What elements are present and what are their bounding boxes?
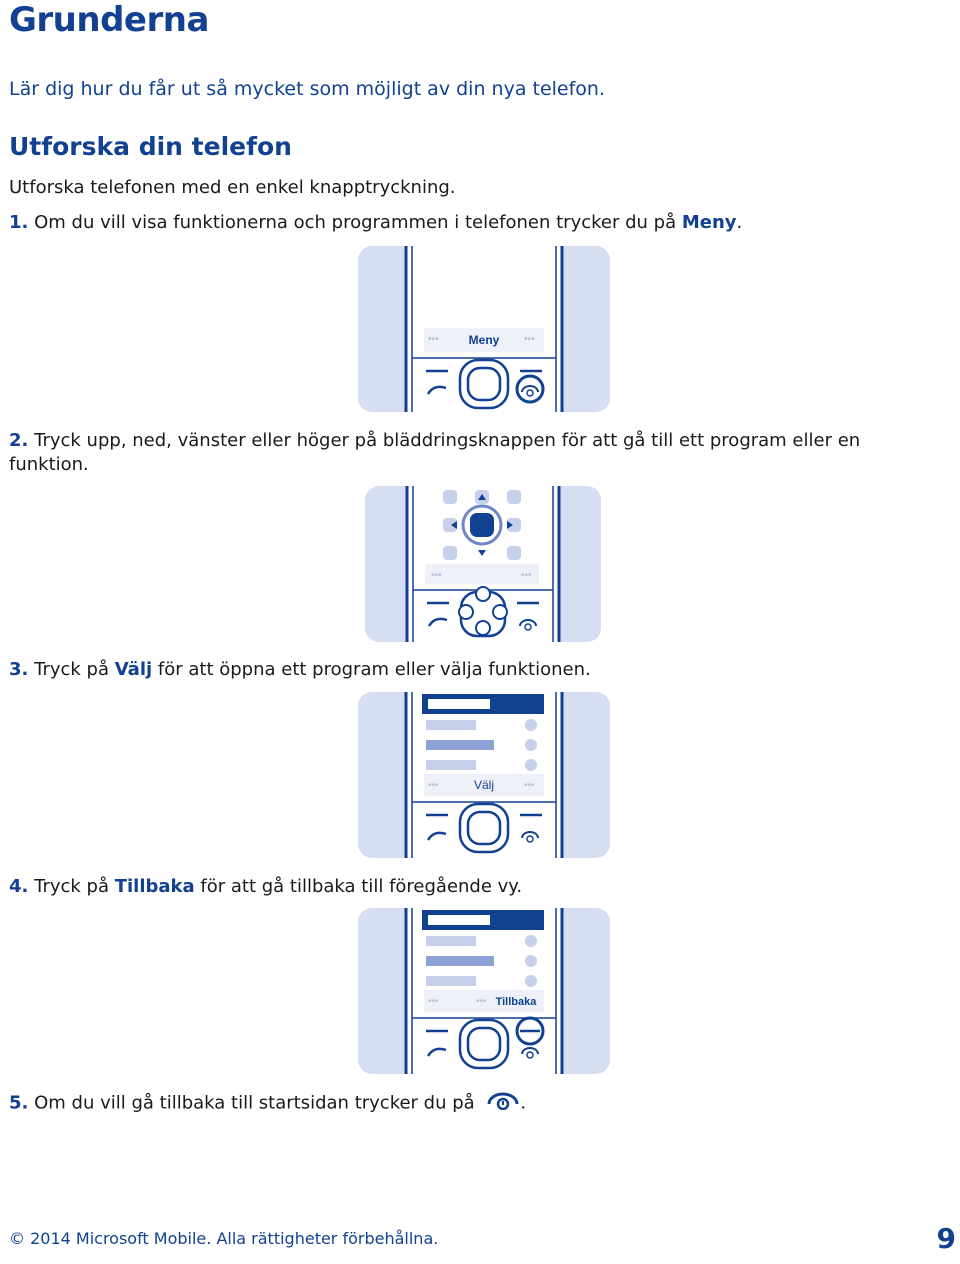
step-keyword: Välj bbox=[114, 659, 153, 680]
step-4 bbox=[9, 875, 939, 899]
svg-text:•••: ••• bbox=[476, 996, 487, 1007]
svg-text:•••: ••• bbox=[431, 570, 442, 581]
step-text-end: för att öppna ett program eller välja funktionen. bbox=[152, 659, 591, 680]
step-text: Tryck på bbox=[34, 659, 115, 680]
phone-illustration-navigation bbox=[365, 486, 601, 642]
step-keyword: Meny bbox=[681, 212, 737, 233]
step-3 bbox=[9, 658, 939, 682]
step-5 bbox=[9, 1090, 939, 1117]
step-text: Tryck upp, ned, vänster eller höger på bläddringsknappen för att gå till ett program eller en funktion. bbox=[9, 430, 861, 475]
step-2 bbox=[9, 429, 939, 477]
section-title: Utforska din telefon bbox=[9, 132, 292, 161]
softkey-label-back: Tillbaka bbox=[495, 996, 537, 1008]
section-subtitle: Utforska telefonen med en enkel knapptryckning. bbox=[9, 177, 456, 198]
svg-text:•••: ••• bbox=[428, 334, 439, 345]
step-number: 2. bbox=[9, 430, 29, 451]
step-number: 1. bbox=[9, 212, 29, 233]
step-text-end: för att gå tillbaka till föregående vy. bbox=[194, 876, 523, 897]
step-keyword: Tillbaka bbox=[114, 876, 195, 897]
step-1 bbox=[9, 211, 939, 235]
copyright-footer: © 2014 Microsoft Mobile. Alla rättigheter förbehållna. bbox=[9, 1229, 439, 1248]
page-number: 9 bbox=[936, 1222, 956, 1255]
svg-text:•••: ••• bbox=[428, 996, 439, 1007]
phone-illustration-select bbox=[358, 692, 610, 858]
step-number: 3. bbox=[9, 659, 29, 680]
intro-text: Lär dig hur du får ut så mycket som möjligt av din nya telefon. bbox=[9, 78, 606, 100]
phone-illustration-back bbox=[358, 908, 610, 1074]
softkey-label-menu: Meny bbox=[468, 333, 500, 347]
svg-text:•••: ••• bbox=[428, 780, 439, 791]
phone-illustration-menu bbox=[358, 246, 610, 412]
step-number: 5. bbox=[9, 1092, 29, 1114]
step-text: Om du vill visa funktionerna och programmen i telefonen trycker du på bbox=[34, 212, 682, 233]
step-number: 4. bbox=[9, 876, 29, 897]
svg-text:•••: ••• bbox=[524, 334, 535, 345]
page-title: Grunderna bbox=[9, 0, 209, 40]
step-text: Om du vill gå tillbaka till startsidan trycker du på bbox=[34, 1092, 481, 1114]
step-text-end: . bbox=[520, 1092, 527, 1114]
end-key-icon bbox=[486, 1090, 520, 1117]
softkey-label-select: Välj bbox=[473, 778, 495, 792]
step-text-end: . bbox=[736, 212, 743, 233]
step-text: Tryck på bbox=[34, 876, 115, 897]
svg-text:•••: ••• bbox=[524, 780, 535, 791]
svg-text:•••: ••• bbox=[521, 570, 532, 581]
